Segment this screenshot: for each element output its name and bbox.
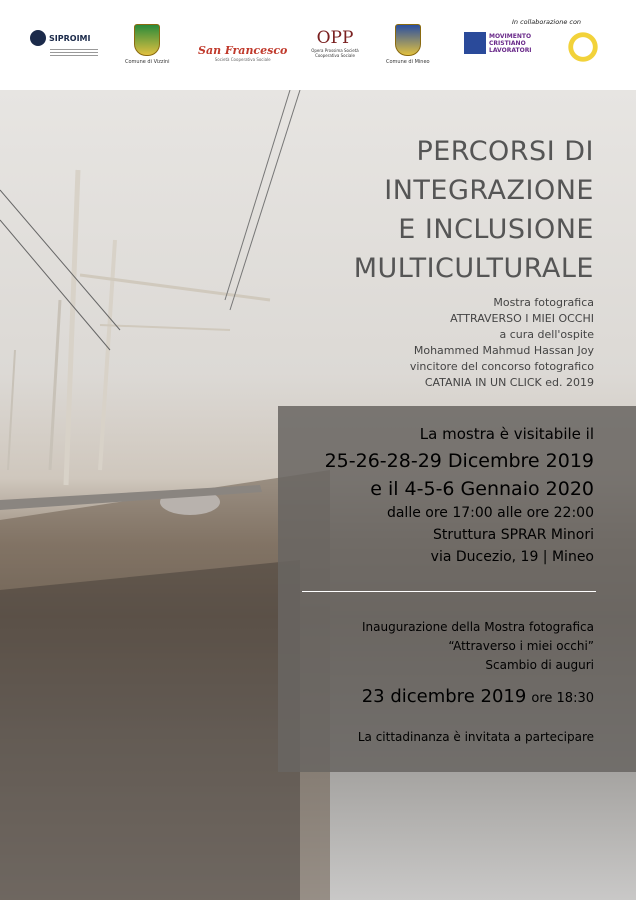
siproimi-logo: SIPROIMI (30, 30, 98, 58)
comune-vizzini-logo: Comune di Vizzini (125, 24, 169, 65)
visitable-text: La mostra è visitabile il (419, 425, 594, 443)
exhibition-credits: Mostra fotografica ATTRAVERSO I MIEI OCCHI a cura dell'ospite Mohammed Mahmud Hassan Joy vincitore del concorso fotografico CATANIA IN UN CLICK ed. 2019 (409, 296, 594, 389)
san-francesco-logo: San Francesco Società Cooperativa Sociale (198, 44, 288, 62)
vizzini-crest-icon (134, 24, 160, 56)
mcl-emblem-icon (464, 32, 486, 54)
mcl-logo: MOVIMENTO CRISTIANO LAVORATORI (464, 32, 535, 54)
mineo-crest-icon (395, 24, 421, 56)
collaboration-label: In collaborazione con (512, 18, 582, 26)
siproimi-small-text (50, 49, 98, 58)
venue-address: via Ducezio, 19 | Mineo (430, 549, 594, 565)
inauguration-line-3: Scambio di auguri (485, 658, 594, 672)
invitation-text: La cittadinanza è invitata a partecipare (357, 730, 594, 744)
sponsor-header (0, 0, 636, 90)
inauguration-line-2: “Attraverso i miei occhi” (448, 639, 594, 653)
opera-prossima-logo: OPP Opera Prossima Società Cooperativa Sociale (311, 28, 359, 58)
venue-name: Struttura SPRAR Minori (433, 527, 594, 543)
poster-title: PERCORSI DI INTEGRAZIONE E INCLUSIONE MULTICULTURALE (353, 136, 594, 284)
sun-logo-icon (566, 30, 600, 64)
december-dates: 25-26-28-29 Dicembre 2019 (324, 450, 594, 472)
info-divider (302, 591, 596, 592)
january-dates: e il 4-5-6 Gennaio 2020 (370, 478, 594, 500)
opening-hours: dalle ore 17:00 alle ore 22:00 (386, 505, 594, 521)
inauguration-line-1: Inaugurazione della Mostra fotografica (361, 620, 594, 634)
poster-area (0, 90, 636, 900)
comune-mineo-logo: Comune di Mineo (386, 24, 430, 65)
siproimi-emblem-icon (30, 30, 46, 46)
inauguration-datetime: 23 dicembre 2019 ore 18:30 (361, 686, 594, 707)
